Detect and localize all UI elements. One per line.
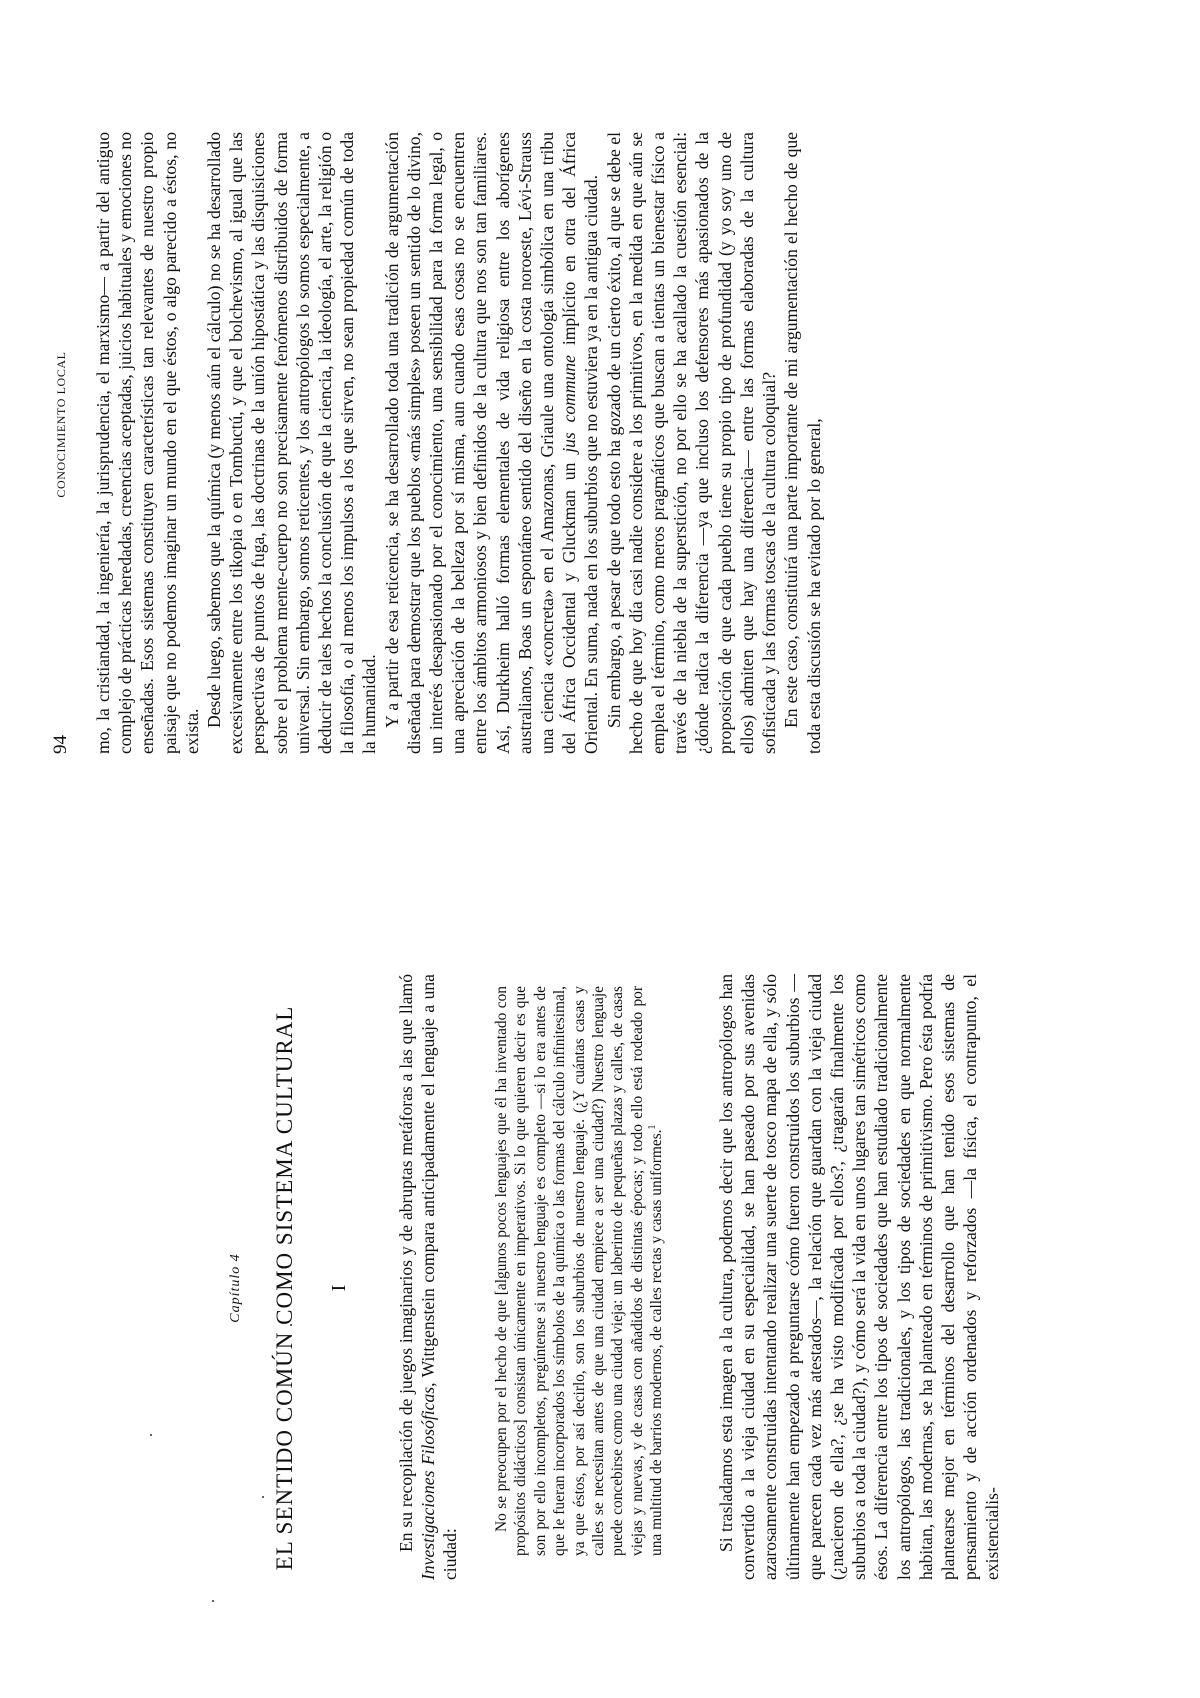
scan-speck — [150, 1434, 152, 1436]
body-paragraph-3 — [381, 132, 603, 754]
body-paragraph-4: Sin embargo, a pesar de que todo esto ha gozado de un cierto éxito, al que se debe el hecho de que hoy día casi nadie considere a los primitivos, en la medida en que aún se emplea el término, como meros pragmáticos que buscan a tientas un bienestar físico a través de la niebla de la superstición, no por ello se ha acallado la cuestión esencial: ¿dónde radica la diferencia —ya que incluso los defensores más apasionados de la proposición de que cada pueblo tiene su propio tipo de profundidad (y yo soy uno de ellos) admiten que hay una diferencia— entre las formas elaboradas de la cultura sofisticada y las formas toscas de la cultura coloquial? — [603, 132, 780, 754]
section-numeral: I — [328, 1284, 350, 1292]
scan-speck — [212, 1600, 214, 1602]
paragraph-3-text-end: implícito en otra del África Oriental. En suma, nada en los suburbios que no estuviera ya en la antigua ciudad. — [559, 132, 602, 754]
intro-text-start: En su recopilación de juegos imaginarios y de abruptas metáforas a las que llamó — [396, 974, 416, 1552]
footnote-mark: 1 — [647, 1124, 659, 1130]
body-paragraph: Si trasladamos esta imagen a la cultura, podemos decir que los antropólogos han convertido a la vieja ciudad en su especialidad, se han paseado por sus avenidas azarosamente construidas intentando realizar una suerte de tosco mapa de ella, y sólo últimamente han empezado a preguntarse cómo fueron construidos los suburbios —que parecen cada vez más atestados—, la relación que guardan con la vieja ciudad (¿nacieron de ella?, ¿se ha visto modificada por ellos?, ¿tragarán finalmente los suburbios a toda la ciudad?), y cómo será la vida en unos lugares tan simétricos como ésos. La diferencia entre los tipos de sociedades que han estudiado tradicionalmente los antropólogos, las tradicionales, y los tipos de sociedades en que normalmente habitan, las modernas, se ha planteado en términos de primitivismo. Pero ésta podría plantearse mejor en términos del desarrollo que han tenido esos sistemas de pensamiento y de acción ordenados y reforzados —la física, el contrapunto, el existencialis- — [716, 974, 1003, 1580]
scan-speck — [262, 1496, 264, 1498]
chapter-label: Capítulo 4 — [228, 1253, 243, 1323]
body-paragraph-5: En este caso, constituirá una parte importante de mi argumentación el hecho de que toda esta discusión se ha evitado por lo general, — [781, 132, 824, 754]
running-head — [50, 95, 80, 754]
page-number: 94 — [50, 735, 71, 754]
block-quote — [492, 986, 667, 1556]
body-paragraph-1: mo, la cristiandad, la ingeniería, la jurisprudencia, el marxismo— a partir del antiguo complejo de prácticas heredadas, creencias aceptadas, juicios habituales y emociones no enseñadas. Esos sistemas constituyen características tan relevantes de nuestro propio paisaje que no podemos imaginar un mundo en el que éstos, o algo parecido a éstos, no exista. — [93, 132, 202, 754]
paragraph-3-text-start: Y a partir de esa reticencia, se ha desarrollado toda una tradición de argumentación diseñada para demostrar que los pueblos «más simples» poseen un sentido de lo divino, un interés desapasionado por el conocimiento, una sensibilidad para la forma legal, o una apreciación de la belleza por sí misma, aun cuando esas cosas no se encuentren entre los ámbitos armoniosos y bien definidos de la cultura que nos son tan familiares. Así, Durkheim halló formas elementales de vida religiosa entre los aborígenes australianos, Boas un espontáneo sentido del diseño en la costa noroeste, Lévi-Strauss una ciencia «concreta» en el Amazonas, Griaule una ontología simbólica en una tribu del África Occidental y Gluckman un — [381, 132, 580, 754]
running-head-title: CONOCIMIENTO LOCAL — [54, 351, 68, 498]
book-title-italic: Investigaciones Filosóficas, — [418, 1382, 439, 1580]
intro-paragraph — [395, 974, 462, 1580]
body-paragraph-2: Desde luego, sabemos que la química (y menos aún el cálculo) no se ha desarrollado excesivamente entre los tikopia o en Tombuctú, y que el bolchevismo, al igual que las perspectivas de puntos de fuga, las doctrinas de la unión hipostática y las disquisiciones sobre el problema mente-cuerpo no son precisamente fenómenos distribuidos de forma universal. Sin embargo, somos reticentes, y los antropólogos lo somos especialmente, a deducir de tales hechos la conclusión de que la ciencia, la ideología, el arte, la religión o la filosofía, o al menos los impulsos a los que sirven, no sean propiedad común de toda la humanidad. — [204, 132, 380, 754]
intro-text-end: Wittgenstein compara anticipadamente el lenguaje a una ciudad: — [418, 974, 461, 1580]
text-column — [92, 132, 825, 754]
quote-text: No se preocupen por el hecho de que [algunos pocos lenguajes que él ha inventado con propósitos didácticos] consistan únicamente en imperativos. Si lo que quieren decir es que son por ello incompletos, pregúntense si nuestro lenguaje es completo —si lo era antes de que le fueran incorporados los símbolos de la química o las formas del cálculo infinitesimal, ya que éstos, por así decirlo, son los suburbios de nuestro lenguaje. (¿Y cuántas casas y calles se necesitan antes de que una ciudad empiece a ser una ciudad?) Nuestro lenguaje puede concebirse como una ciudad vieja: un laberinto de pequeñas plazas y calles, de casas viejas y nuevas, y de casas con añadidos de distintas épocas; y todo ello está rodeado por una multitud de barrios modernos, de calles rectas y casas uniformes. — [493, 986, 666, 1556]
chapter-title: EL SENTIDO COMÚN COMO SISTEMA CULTURAL — [272, 1005, 297, 1571]
latin-term-italic: jus commune — [559, 355, 580, 453]
left-page — [0, 849, 1200, 1698]
